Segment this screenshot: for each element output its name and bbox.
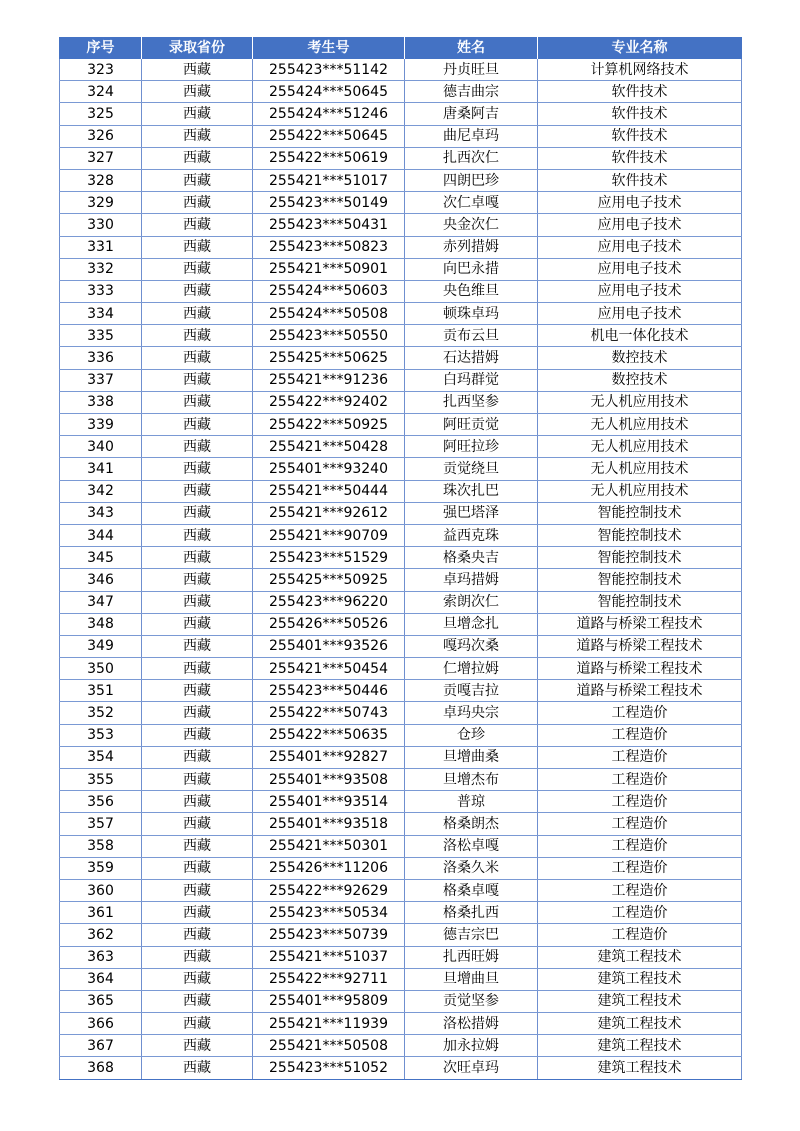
table-row <box>60 769 742 791</box>
table-row <box>60 325 742 347</box>
name-cell: 丹贞旺旦 <box>405 59 538 81</box>
province-cell: 西藏 <box>142 924 253 946</box>
table-row <box>60 347 742 369</box>
province-cell: 西藏 <box>142 59 253 81</box>
province-cell: 西藏 <box>142 746 253 768</box>
major-cell: 应用电子技术 <box>538 258 742 280</box>
name-cell: 洛松卓嘎 <box>405 835 538 857</box>
major-cell: 智能控制技术 <box>538 524 742 546</box>
major-cell: 工程造价 <box>538 835 742 857</box>
province-cell: 西藏 <box>142 680 253 702</box>
table-row <box>60 214 742 236</box>
serial-cell: 357 <box>60 813 142 835</box>
name-cell: 格桑卓嘎 <box>405 879 538 901</box>
province-cell: 西藏 <box>142 724 253 746</box>
exam-number-cell: 255422***50619 <box>253 147 405 169</box>
column-header-serial: 序号 <box>60 37 142 59</box>
table-row <box>60 746 742 768</box>
serial-cell: 344 <box>60 524 142 546</box>
province-cell: 西藏 <box>142 436 253 458</box>
major-cell: 数控技术 <box>538 369 742 391</box>
major-cell: 道路与桥梁工程技术 <box>538 680 742 702</box>
name-cell: 德吉曲宗 <box>405 81 538 103</box>
exam-number-cell: 255401***93518 <box>253 813 405 835</box>
serial-cell: 355 <box>60 769 142 791</box>
table-row <box>60 1035 742 1057</box>
province-cell: 西藏 <box>142 125 253 147</box>
major-cell: 软件技术 <box>538 125 742 147</box>
province-cell: 西藏 <box>142 1035 253 1057</box>
column-header-exam-number: 考生号 <box>253 37 405 59</box>
province-cell: 西藏 <box>142 81 253 103</box>
major-cell: 道路与桥梁工程技术 <box>538 635 742 657</box>
exam-number-cell: 255421***50301 <box>253 835 405 857</box>
province-cell: 西藏 <box>142 857 253 879</box>
major-cell: 应用电子技术 <box>538 303 742 325</box>
major-cell: 软件技术 <box>538 147 742 169</box>
name-cell: 赤列措姆 <box>405 236 538 258</box>
major-cell: 建筑工程技术 <box>538 1013 742 1035</box>
serial-cell: 348 <box>60 613 142 635</box>
province-cell: 西藏 <box>142 791 253 813</box>
name-cell: 益西克珠 <box>405 524 538 546</box>
table-row <box>60 1057 742 1079</box>
major-cell: 建筑工程技术 <box>538 946 742 968</box>
serial-cell: 343 <box>60 502 142 524</box>
major-cell: 数控技术 <box>538 347 742 369</box>
province-cell: 西藏 <box>142 990 253 1012</box>
province-cell: 西藏 <box>142 414 253 436</box>
table-row <box>60 724 742 746</box>
exam-number-cell: 255421***50454 <box>253 658 405 680</box>
serial-cell: 333 <box>60 280 142 302</box>
major-cell: 道路与桥梁工程技术 <box>538 658 742 680</box>
table-row <box>60 436 742 458</box>
serial-cell: 338 <box>60 391 142 413</box>
exam-number-cell: 255421***50428 <box>253 436 405 458</box>
name-cell: 旦增曲桑 <box>405 746 538 768</box>
province-cell: 西藏 <box>142 458 253 480</box>
serial-cell: 336 <box>60 347 142 369</box>
serial-cell: 342 <box>60 480 142 502</box>
table-row <box>60 369 742 391</box>
name-cell: 普琼 <box>405 791 538 813</box>
serial-cell: 332 <box>60 258 142 280</box>
province-cell: 西藏 <box>142 769 253 791</box>
exam-number-cell: 255421***51037 <box>253 946 405 968</box>
exam-number-cell: 255423***96220 <box>253 591 405 613</box>
table-row <box>60 946 742 968</box>
serial-cell: 334 <box>60 303 142 325</box>
serial-cell: 335 <box>60 325 142 347</box>
province-cell: 西藏 <box>142 813 253 835</box>
exam-number-cell: 255401***93508 <box>253 769 405 791</box>
province-cell: 西藏 <box>142 347 253 369</box>
major-cell: 机电一体化技术 <box>538 325 742 347</box>
exam-number-cell: 255421***92612 <box>253 502 405 524</box>
serial-cell: 356 <box>60 791 142 813</box>
serial-cell: 347 <box>60 591 142 613</box>
serial-cell: 345 <box>60 547 142 569</box>
major-cell: 工程造价 <box>538 724 742 746</box>
name-cell: 阿旺拉珍 <box>405 436 538 458</box>
serial-cell: 352 <box>60 702 142 724</box>
province-cell: 西藏 <box>142 547 253 569</box>
table-row <box>60 192 742 214</box>
table-row <box>60 258 742 280</box>
major-cell: 智能控制技术 <box>538 591 742 613</box>
major-cell: 应用电子技术 <box>538 280 742 302</box>
province-cell: 西藏 <box>142 258 253 280</box>
name-cell: 旦增曲旦 <box>405 968 538 990</box>
province-cell: 西藏 <box>142 103 253 125</box>
serial-cell: 330 <box>60 214 142 236</box>
name-cell: 向巴永措 <box>405 258 538 280</box>
exam-number-cell: 255422***92711 <box>253 968 405 990</box>
province-cell: 西藏 <box>142 1013 253 1035</box>
exam-number-cell: 255421***90709 <box>253 524 405 546</box>
table-row <box>60 680 742 702</box>
exam-number-cell: 255421***50508 <box>253 1035 405 1057</box>
name-cell: 央色维旦 <box>405 280 538 302</box>
province-cell: 西藏 <box>142 524 253 546</box>
table-row <box>60 791 742 813</box>
table-row <box>60 1013 742 1035</box>
major-cell: 计算机网络技术 <box>538 59 742 81</box>
name-cell: 旦增念扎 <box>405 613 538 635</box>
exam-number-cell: 255423***50550 <box>253 325 405 347</box>
major-cell: 工程造价 <box>538 702 742 724</box>
major-cell: 应用电子技术 <box>538 214 742 236</box>
table-row <box>60 990 742 1012</box>
table-row <box>60 702 742 724</box>
name-cell: 索朗次仁 <box>405 591 538 613</box>
major-cell: 建筑工程技术 <box>538 1035 742 1057</box>
name-cell: 次旺卓玛 <box>405 1057 538 1079</box>
table-row <box>60 303 742 325</box>
exam-number-cell: 255423***50431 <box>253 214 405 236</box>
exam-number-cell: 255421***11939 <box>253 1013 405 1035</box>
serial-cell: 331 <box>60 236 142 258</box>
exam-number-cell: 255422***92402 <box>253 391 405 413</box>
exam-number-cell: 255421***51017 <box>253 169 405 191</box>
table-row <box>60 835 742 857</box>
serial-cell: 325 <box>60 103 142 125</box>
table-row <box>60 658 742 680</box>
province-cell: 西藏 <box>142 946 253 968</box>
major-cell: 软件技术 <box>538 103 742 125</box>
exam-number-cell: 255401***93514 <box>253 791 405 813</box>
table-row <box>60 547 742 569</box>
table-row <box>60 813 742 835</box>
exam-number-cell: 255421***50901 <box>253 258 405 280</box>
name-cell: 格桑朗杰 <box>405 813 538 835</box>
exam-number-cell: 255426***11206 <box>253 857 405 879</box>
table-row <box>60 169 742 191</box>
name-cell: 洛桑久米 <box>405 857 538 879</box>
name-cell: 贡嘎吉拉 <box>405 680 538 702</box>
exam-number-cell: 255423***50739 <box>253 924 405 946</box>
major-cell: 智能控制技术 <box>538 569 742 591</box>
exam-number-cell: 255401***93526 <box>253 635 405 657</box>
major-cell: 无人机应用技术 <box>538 391 742 413</box>
exam-number-cell: 255422***92629 <box>253 879 405 901</box>
name-cell: 顿珠卓玛 <box>405 303 538 325</box>
province-cell: 西藏 <box>142 569 253 591</box>
name-cell: 贡觉绕旦 <box>405 458 538 480</box>
major-cell: 工程造价 <box>538 813 742 835</box>
province-cell: 西藏 <box>142 147 253 169</box>
exam-number-cell: 255422***50645 <box>253 125 405 147</box>
major-cell: 建筑工程技术 <box>538 1057 742 1079</box>
table-row <box>60 236 742 258</box>
name-cell: 石达措姆 <box>405 347 538 369</box>
table-row <box>60 391 742 413</box>
table-row <box>60 147 742 169</box>
serial-cell: 360 <box>60 879 142 901</box>
table-row <box>60 613 742 635</box>
major-cell: 应用电子技术 <box>538 192 742 214</box>
table-row <box>60 524 742 546</box>
major-cell: 工程造价 <box>538 924 742 946</box>
name-cell: 嘎玛次桑 <box>405 635 538 657</box>
name-cell: 卓玛措姆 <box>405 569 538 591</box>
serial-cell: 326 <box>60 125 142 147</box>
table-row <box>60 968 742 990</box>
serial-cell: 323 <box>60 59 142 81</box>
serial-cell: 329 <box>60 192 142 214</box>
major-cell: 无人机应用技术 <box>538 480 742 502</box>
name-cell: 强巴塔泽 <box>405 502 538 524</box>
exam-number-cell: 255401***93240 <box>253 458 405 480</box>
name-cell: 仁增拉姆 <box>405 658 538 680</box>
serial-cell: 364 <box>60 968 142 990</box>
table-row <box>60 902 742 924</box>
exam-number-cell: 255424***50508 <box>253 303 405 325</box>
exam-number-cell: 255425***50925 <box>253 569 405 591</box>
name-cell: 贡觉坚参 <box>405 990 538 1012</box>
serial-cell: 366 <box>60 1013 142 1035</box>
exam-number-cell: 255423***50534 <box>253 902 405 924</box>
serial-cell: 350 <box>60 658 142 680</box>
serial-cell: 363 <box>60 946 142 968</box>
admission-list-table <box>59 37 742 1080</box>
name-cell: 阿旺贡觉 <box>405 414 538 436</box>
exam-number-cell: 255401***95809 <box>253 990 405 1012</box>
name-cell: 扎西次仁 <box>405 147 538 169</box>
table-row <box>60 591 742 613</box>
major-cell: 工程造价 <box>538 746 742 768</box>
province-cell: 西藏 <box>142 192 253 214</box>
major-cell: 软件技术 <box>538 169 742 191</box>
serial-cell: 368 <box>60 1057 142 1079</box>
major-cell: 软件技术 <box>538 81 742 103</box>
major-cell: 无人机应用技术 <box>538 436 742 458</box>
exam-number-cell: 255421***50444 <box>253 480 405 502</box>
serial-cell: 362 <box>60 924 142 946</box>
province-cell: 西藏 <box>142 502 253 524</box>
exam-number-cell: 255424***50645 <box>253 81 405 103</box>
province-cell: 西藏 <box>142 835 253 857</box>
name-cell: 白玛群觉 <box>405 369 538 391</box>
table-body <box>60 59 742 1079</box>
exam-number-cell: 255424***50603 <box>253 280 405 302</box>
name-cell: 格桑央吉 <box>405 547 538 569</box>
major-cell: 工程造价 <box>538 857 742 879</box>
exam-number-cell: 255421***91236 <box>253 369 405 391</box>
table-header <box>60 37 742 59</box>
exam-number-cell: 255423***51052 <box>253 1057 405 1079</box>
serial-cell: 353 <box>60 724 142 746</box>
province-cell: 西藏 <box>142 1057 253 1079</box>
name-cell: 旦增杰布 <box>405 769 538 791</box>
province-cell: 西藏 <box>142 325 253 347</box>
name-cell: 央金次仁 <box>405 214 538 236</box>
serial-cell: 337 <box>60 369 142 391</box>
serial-cell: 367 <box>60 1035 142 1057</box>
table-row <box>60 857 742 879</box>
province-cell: 西藏 <box>142 968 253 990</box>
table-row <box>60 502 742 524</box>
major-cell: 建筑工程技术 <box>538 990 742 1012</box>
major-cell: 工程造价 <box>538 902 742 924</box>
table-row <box>60 414 742 436</box>
exam-number-cell: 255423***51529 <box>253 547 405 569</box>
serial-cell: 349 <box>60 635 142 657</box>
exam-number-cell: 255401***92827 <box>253 746 405 768</box>
serial-cell: 365 <box>60 990 142 1012</box>
province-cell: 西藏 <box>142 280 253 302</box>
serial-cell: 339 <box>60 414 142 436</box>
major-cell: 智能控制技术 <box>538 502 742 524</box>
exam-number-cell: 255423***50823 <box>253 236 405 258</box>
province-cell: 西藏 <box>142 369 253 391</box>
major-cell: 建筑工程技术 <box>538 968 742 990</box>
table-row <box>60 280 742 302</box>
major-cell: 智能控制技术 <box>538 547 742 569</box>
column-header-name: 姓名 <box>405 37 538 59</box>
exam-number-cell: 255426***50526 <box>253 613 405 635</box>
table-row <box>60 924 742 946</box>
table-row <box>60 81 742 103</box>
name-cell: 扎西旺姆 <box>405 946 538 968</box>
major-cell: 工程造价 <box>538 769 742 791</box>
exam-number-cell: 255422***50743 <box>253 702 405 724</box>
serial-cell: 358 <box>60 835 142 857</box>
province-cell: 西藏 <box>142 658 253 680</box>
table-row <box>60 103 742 125</box>
name-cell: 格桑扎西 <box>405 902 538 924</box>
serial-cell: 361 <box>60 902 142 924</box>
table-row <box>60 635 742 657</box>
name-cell: 德吉宗巴 <box>405 924 538 946</box>
serial-cell: 328 <box>60 169 142 191</box>
table-row <box>60 458 742 480</box>
name-cell: 贡布云旦 <box>405 325 538 347</box>
exam-number-cell: 255425***50625 <box>253 347 405 369</box>
province-cell: 西藏 <box>142 236 253 258</box>
table-row <box>60 125 742 147</box>
serial-cell: 341 <box>60 458 142 480</box>
major-cell: 道路与桥梁工程技术 <box>538 613 742 635</box>
table-row <box>60 569 742 591</box>
column-header-major: 专业名称 <box>538 37 742 59</box>
province-cell: 西藏 <box>142 702 253 724</box>
name-cell: 唐桑阿吉 <box>405 103 538 125</box>
major-cell: 工程造价 <box>538 879 742 901</box>
province-cell: 西藏 <box>142 613 253 635</box>
column-header-province: 录取省份 <box>142 37 253 59</box>
serial-cell: 346 <box>60 569 142 591</box>
province-cell: 西藏 <box>142 591 253 613</box>
name-cell: 次仁卓嘎 <box>405 192 538 214</box>
serial-cell: 327 <box>60 147 142 169</box>
exam-number-cell: 255422***50635 <box>253 724 405 746</box>
province-cell: 西藏 <box>142 635 253 657</box>
exam-number-cell: 255424***51246 <box>253 103 405 125</box>
header-row <box>60 37 742 59</box>
province-cell: 西藏 <box>142 902 253 924</box>
table-row <box>60 879 742 901</box>
province-cell: 西藏 <box>142 303 253 325</box>
name-cell: 珠次扎巴 <box>405 480 538 502</box>
name-cell: 扎西坚参 <box>405 391 538 413</box>
major-cell: 无人机应用技术 <box>538 414 742 436</box>
major-cell: 工程造价 <box>538 791 742 813</box>
name-cell: 加永拉姆 <box>405 1035 538 1057</box>
serial-cell: 324 <box>60 81 142 103</box>
exam-number-cell: 255422***50925 <box>253 414 405 436</box>
province-cell: 西藏 <box>142 214 253 236</box>
province-cell: 西藏 <box>142 391 253 413</box>
name-cell: 仓珍 <box>405 724 538 746</box>
province-cell: 西藏 <box>142 480 253 502</box>
province-cell: 西藏 <box>142 879 253 901</box>
name-cell: 卓玛央宗 <box>405 702 538 724</box>
table-row <box>60 480 742 502</box>
serial-cell: 359 <box>60 857 142 879</box>
province-cell: 西藏 <box>142 169 253 191</box>
serial-cell: 354 <box>60 746 142 768</box>
serial-cell: 340 <box>60 436 142 458</box>
exam-number-cell: 255423***51142 <box>253 59 405 81</box>
major-cell: 无人机应用技术 <box>538 458 742 480</box>
name-cell: 曲尼卓玛 <box>405 125 538 147</box>
major-cell: 应用电子技术 <box>538 236 742 258</box>
exam-number-cell: 255423***50149 <box>253 192 405 214</box>
serial-cell: 351 <box>60 680 142 702</box>
exam-number-cell: 255423***50446 <box>253 680 405 702</box>
table-row <box>60 59 742 81</box>
name-cell: 四朗巴珍 <box>405 169 538 191</box>
name-cell: 洛松措姆 <box>405 1013 538 1035</box>
